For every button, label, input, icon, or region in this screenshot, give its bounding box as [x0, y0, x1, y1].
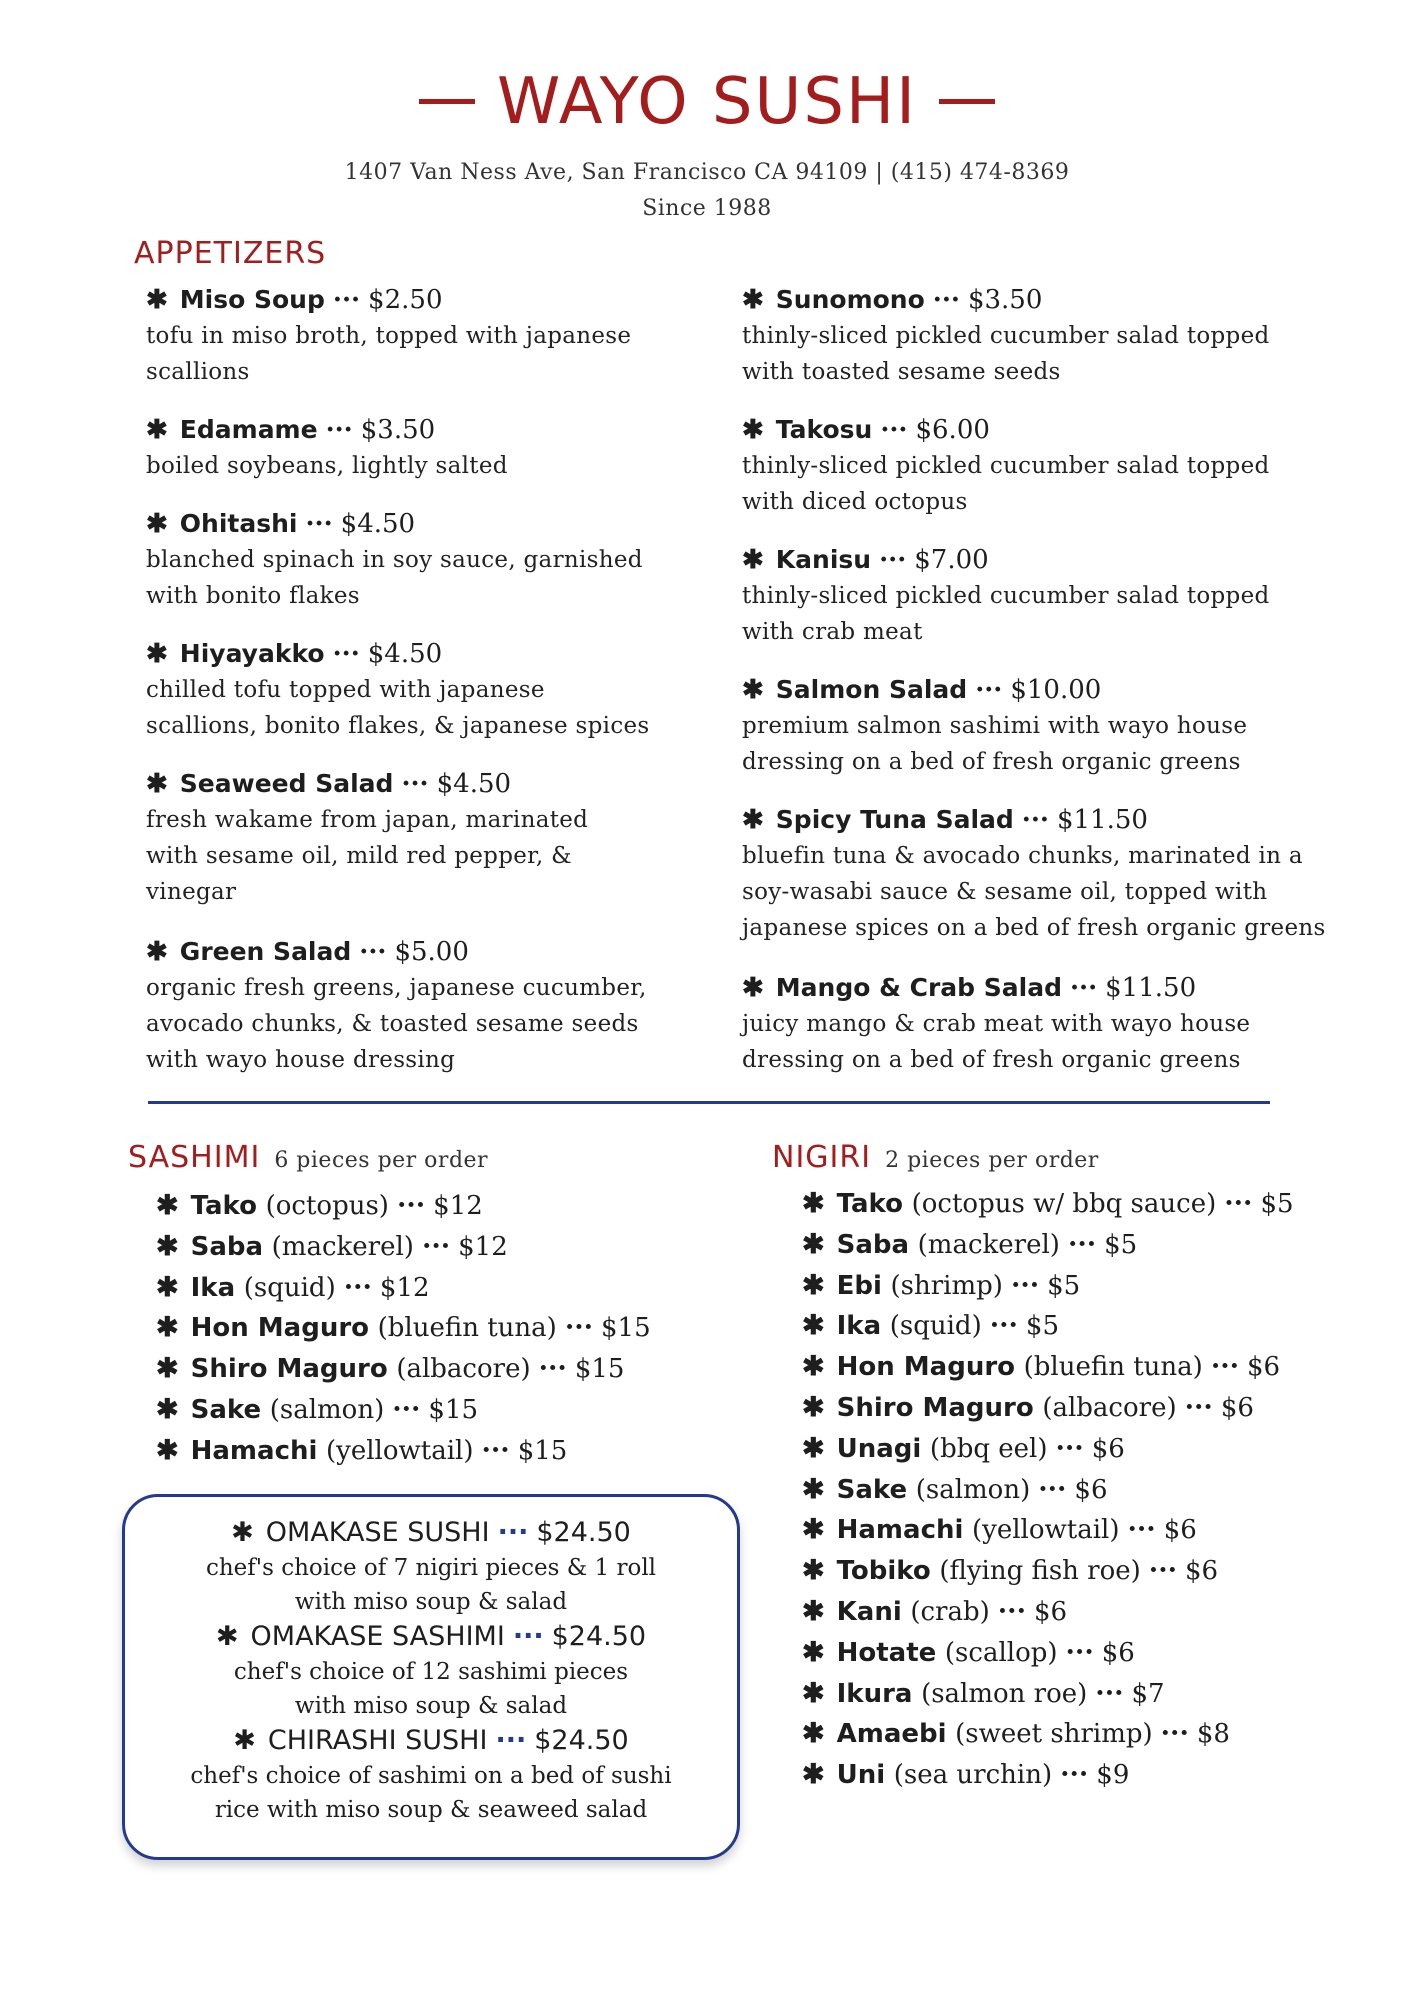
dots-separator: ··· — [1160, 1718, 1189, 1750]
special-name: CHIRASHI SUSHI — [267, 1725, 488, 1756]
description-line: bluefin tuna & avocado chunks, marinated in a — [742, 843, 1303, 869]
special-title — [125, 1723, 737, 1759]
item-price: $4.50 — [436, 769, 512, 799]
item-name: Hon Maguro — [836, 1352, 1016, 1383]
asterisk-icon: ✱ — [231, 1517, 254, 1548]
nigiri-item — [802, 1755, 1362, 1796]
item-name: Uni — [836, 1760, 886, 1791]
item-detail: (albacore) — [396, 1354, 531, 1385]
description-line: boiled soybeans, lightly salted — [146, 453, 508, 479]
item-price: $6 — [1163, 1515, 1197, 1546]
description-line: tofu in miso broth, topped with japanese — [146, 323, 632, 349]
item-price: $3.50 — [967, 285, 1043, 315]
asterisk-icon: ✱ — [233, 1725, 256, 1756]
sashimi-title: SASHIMI — [128, 1140, 261, 1175]
menu-item — [742, 672, 1342, 802]
dots-separator: ··· — [401, 769, 429, 799]
item-description — [742, 448, 1342, 520]
special-description-line: with miso soup & salad — [294, 1589, 568, 1615]
special-price: $24.50 — [534, 1725, 629, 1756]
asterisk-icon: ✱ — [146, 509, 168, 539]
nigiri-item — [802, 1429, 1362, 1470]
asterisk-icon: ✱ — [802, 1473, 825, 1505]
special-price: $24.50 — [551, 1621, 647, 1652]
dots-separator: ··· — [1021, 805, 1049, 835]
special-title — [125, 1619, 737, 1655]
sashimi-item — [156, 1349, 716, 1390]
item-price: $5 — [1260, 1189, 1294, 1219]
dots-separator: ··· — [305, 509, 333, 539]
restaurant-title — [0, 65, 1414, 139]
item-name: Sake — [836, 1474, 908, 1505]
asterisk-icon: ✱ — [215, 1621, 239, 1652]
item-price: $12 — [458, 1231, 508, 1262]
sashimi-item — [156, 1390, 716, 1431]
item-description — [742, 318, 1342, 390]
dots-separator: ··· — [989, 1310, 1018, 1342]
item-name: Miso Soup — [179, 285, 325, 314]
asterisk-icon: ✱ — [156, 1434, 179, 1466]
dots-separator: ··· — [997, 1595, 1026, 1627]
appetizers-right-column — [742, 282, 1342, 1100]
item-price: $5 — [1025, 1311, 1060, 1342]
item-detail: (salmon) — [915, 1474, 1031, 1505]
asterisk-icon: ✱ — [146, 937, 168, 967]
menu-item-line — [146, 766, 746, 802]
item-detail: (shrimp) — [890, 1270, 1003, 1301]
menu-item-line — [742, 970, 1342, 1006]
menu-item-line — [742, 802, 1342, 838]
special-name: OMAKASE SUSHI — [265, 1517, 490, 1548]
dots-separator: ··· — [359, 937, 387, 967]
dots-separator: ··· — [332, 285, 361, 315]
dots-separator: ··· — [1148, 1555, 1177, 1587]
dots-separator: ··· — [1038, 1473, 1067, 1505]
description-line: thinly-sliced pickled cucumber salad topped — [742, 453, 1270, 479]
item-detail: (octopus w/ bbq sauce) — [911, 1189, 1217, 1219]
item-detail: (bluefin tuna) — [1023, 1352, 1203, 1383]
description-line: with bonito flakes — [146, 583, 360, 609]
dots-separator: ··· — [1067, 1228, 1097, 1260]
description-line: dressing on a bed of fresh organic greens — [742, 1047, 1241, 1073]
item-price: $6 — [1101, 1637, 1135, 1668]
item-name: Spicy Tuna Salad — [775, 805, 1014, 834]
description-line: with wayo house dressing — [146, 1047, 456, 1073]
asterisk-icon: ✱ — [802, 1391, 825, 1423]
item-price: $6 — [1033, 1596, 1068, 1627]
item-description — [742, 838, 1342, 946]
nigiri-item — [802, 1184, 1362, 1225]
asterisk-icon: ✱ — [802, 1677, 825, 1709]
dots-separator: ··· — [1095, 1677, 1124, 1709]
description-line: vinegar — [146, 879, 237, 905]
item-price: $9 — [1096, 1760, 1130, 1791]
item-detail: (flying fish roe) — [939, 1556, 1141, 1587]
item-price: $11.50 — [1105, 973, 1197, 1003]
dots-separator: ··· — [1210, 1351, 1240, 1383]
description-line: fresh wakame from japan, marinated — [146, 807, 589, 833]
nigiri-list — [802, 1184, 1362, 1796]
item-price: $6 — [1220, 1392, 1254, 1423]
item-price: $2.50 — [368, 285, 443, 315]
dots-separator: ··· — [481, 1434, 510, 1466]
special-name: OMAKASE SASHIMI — [250, 1621, 505, 1652]
special-description-line: chef's choice of 12 sashimi pieces — [233, 1659, 629, 1685]
dots-separator: ··· — [975, 675, 1003, 705]
item-detail: (bbq eel) — [929, 1433, 1048, 1464]
dots-separator: ··· — [512, 1621, 544, 1652]
menu-item — [146, 934, 746, 1102]
nigiri-item — [802, 1633, 1362, 1674]
item-price: $6 — [1247, 1352, 1281, 1383]
menu-item — [146, 766, 746, 934]
dots-separator: ··· — [880, 415, 908, 445]
dots-separator: ··· — [564, 1312, 594, 1344]
nigiri-item — [802, 1674, 1362, 1715]
asterisk-icon: ✱ — [802, 1351, 825, 1383]
menu-item — [146, 412, 746, 506]
item-detail: (sea urchin) — [893, 1760, 1053, 1791]
nigiri-item — [802, 1347, 1362, 1388]
item-name: Ika — [190, 1272, 236, 1303]
item-description — [146, 970, 746, 1078]
dots-separator: ··· — [421, 1230, 451, 1262]
item-detail: (mackerel) — [917, 1229, 1060, 1260]
sashimi-item — [156, 1308, 716, 1349]
dots-separator: ··· — [497, 1517, 529, 1548]
asterisk-icon: ✱ — [742, 415, 764, 445]
item-name: Saba — [190, 1231, 264, 1262]
asterisk-icon: ✱ — [802, 1269, 825, 1301]
asterisk-icon: ✱ — [802, 1188, 825, 1219]
item-detail: (mackerel) — [271, 1231, 414, 1262]
sashimi-note: 6 pieces per order — [274, 1148, 489, 1173]
item-detail: (sweet shrimp) — [955, 1719, 1153, 1750]
asterisk-icon: ✱ — [802, 1555, 825, 1587]
item-price: $12 — [379, 1272, 430, 1303]
item-detail: (crab) — [910, 1596, 990, 1627]
dots-separator: ··· — [332, 639, 360, 669]
description-line: scallions — [146, 359, 250, 385]
dots-separator: ··· — [1184, 1391, 1213, 1423]
item-price: $10.00 — [1010, 675, 1102, 705]
dots-separator: ··· — [396, 1190, 426, 1221]
description-line: dressing on a bed of fresh organic greens — [742, 749, 1241, 775]
item-price: $6 — [1185, 1556, 1219, 1587]
asterisk-icon: ✱ — [742, 545, 764, 575]
description-line: organic fresh greens, japanese cucumber, — [146, 975, 647, 1001]
sashimi-item — [156, 1186, 716, 1227]
dots-separator: ··· — [1224, 1188, 1253, 1219]
description-line: soy-wasabi sauce & sesame oil, topped with — [742, 879, 1268, 905]
sashimi-heading — [128, 1140, 488, 1175]
item-detail: (albacore) — [1042, 1392, 1177, 1423]
asterisk-icon: ✱ — [156, 1190, 179, 1221]
nigiri-item — [802, 1225, 1362, 1266]
item-description — [146, 318, 746, 390]
menu-item — [742, 802, 1342, 970]
item-name: Kanisu — [775, 545, 872, 574]
menu-item-line — [742, 282, 1342, 318]
asterisk-icon: ✱ — [802, 1432, 825, 1464]
asterisk-icon: ✱ — [146, 769, 168, 799]
asterisk-icon: ✱ — [802, 1310, 825, 1342]
dots-separator: ··· — [879, 545, 907, 575]
description-line: chilled tofu topped with japanese — [146, 677, 545, 703]
menu-item-line — [146, 636, 746, 672]
description-line: with diced octopus — [742, 489, 968, 515]
menu-item-line — [146, 934, 746, 970]
item-description — [742, 578, 1342, 650]
nigiri-title: NIGIRI — [772, 1140, 872, 1175]
item-name: Mango & Crab Salad — [775, 973, 1062, 1002]
item-price: $4.50 — [367, 639, 443, 669]
address-line: 1407 Van Ness Ave, San Francisco CA 94109 | (415) 474-8369 — [344, 160, 1070, 185]
special-description-line: rice with miso soup & seaweed salad — [214, 1797, 648, 1823]
description-line: premium salmon sashimi with wayo house — [742, 713, 1248, 739]
appetizers-heading: APPETIZERS — [134, 236, 327, 271]
item-name: Hiyayakko — [179, 639, 325, 668]
item-name: Sake — [190, 1394, 262, 1425]
asterisk-icon: ✱ — [156, 1271, 179, 1303]
item-price: $5.00 — [394, 937, 469, 967]
item-price: $15 — [601, 1313, 651, 1344]
dots-separator: ··· — [1010, 1269, 1040, 1301]
item-description — [742, 708, 1342, 780]
sashimi-list — [156, 1186, 716, 1472]
item-price: $5 — [1047, 1270, 1081, 1301]
nigiri-item — [802, 1266, 1362, 1307]
item-name: Shiro Maguro — [190, 1354, 388, 1385]
menu-item-line — [146, 412, 746, 448]
dots-separator: ··· — [325, 415, 353, 445]
menu-item-line — [742, 542, 1342, 578]
asterisk-icon: ✱ — [742, 675, 764, 705]
description-line: with toasted sesame seeds — [742, 359, 1061, 385]
nigiri-item — [802, 1470, 1362, 1511]
item-name: Kani — [836, 1596, 902, 1627]
nigiri-item — [802, 1510, 1362, 1551]
item-name: Hamachi — [190, 1435, 318, 1466]
dots-separator: ··· — [1065, 1636, 1094, 1668]
asterisk-icon: ✱ — [146, 285, 168, 315]
item-name: Seaweed Salad — [179, 769, 394, 798]
item-price: $15 — [428, 1394, 479, 1425]
description-line: with crab meat — [742, 619, 923, 645]
item-name: Hon Maguro — [190, 1313, 370, 1344]
item-detail: (yellowtail) — [972, 1515, 1120, 1546]
item-name: Green Salad — [179, 937, 352, 966]
item-detail: (bluefin tuna) — [377, 1313, 557, 1344]
menu-item — [742, 542, 1342, 672]
item-name: Shiro Maguro — [836, 1392, 1034, 1423]
item-name: Amaebi — [836, 1719, 947, 1750]
item-price: $8 — [1196, 1719, 1230, 1750]
title-text: WAYO SUSHI — [497, 65, 917, 139]
menu-item — [742, 412, 1342, 542]
dots-separator: ··· — [392, 1393, 421, 1425]
item-detail: (octopus) — [265, 1191, 389, 1221]
dots-separator: ··· — [343, 1271, 372, 1303]
description-line: avocado chunks, & toasted sesame seeds — [146, 1011, 639, 1037]
description-line: scallions, bonito flakes, & japanese spices — [146, 713, 650, 739]
menu-item-line — [742, 412, 1342, 448]
asterisk-icon: ✱ — [742, 805, 764, 835]
dots-separator: ··· — [495, 1725, 527, 1756]
section-divider — [148, 1101, 1270, 1104]
item-price: $15 — [517, 1435, 568, 1466]
menu-item-line — [742, 672, 1342, 708]
item-name: Takosu — [775, 415, 873, 444]
item-price: $15 — [574, 1354, 625, 1385]
item-detail: (salmon roe) — [921, 1678, 1088, 1709]
sashimi-item — [156, 1431, 716, 1472]
description-line: with sesame oil, mild red pepper, & — [146, 843, 572, 869]
item-name: Ebi — [836, 1270, 882, 1301]
dots-separator: ··· — [1127, 1514, 1156, 1546]
dots-separator: ··· — [1055, 1432, 1084, 1464]
asterisk-icon: ✱ — [742, 973, 764, 1003]
item-description — [146, 448, 746, 484]
item-price: $6.00 — [915, 415, 990, 445]
item-description — [146, 542, 746, 614]
item-price: $4.50 — [340, 509, 416, 539]
dots-separator: ··· — [1069, 973, 1098, 1003]
item-name: Sunomono — [775, 285, 925, 314]
since-line: Since 1988 — [642, 196, 772, 221]
item-name: Saba — [836, 1229, 910, 1260]
item-name: Hamachi — [836, 1515, 964, 1546]
item-price: $6 — [1091, 1433, 1125, 1464]
description-line: juicy mango & crab meat with wayo house — [742, 1011, 1251, 1037]
asterisk-icon: ✱ — [146, 639, 168, 669]
special-description-line: with miso soup & salad — [294, 1693, 568, 1719]
dots-separator: ··· — [1060, 1759, 1089, 1791]
item-price: $7 — [1131, 1678, 1165, 1709]
item-name: Unagi — [836, 1433, 922, 1464]
menu-item — [146, 506, 746, 636]
menu-item — [742, 970, 1342, 1100]
asterisk-icon: ✱ — [156, 1230, 179, 1262]
item-name: Salmon Salad — [775, 675, 968, 704]
nigiri-item — [802, 1388, 1362, 1429]
item-name: Tobiko — [836, 1556, 931, 1587]
specials-content — [125, 1515, 737, 1827]
item-description — [146, 672, 746, 744]
title-dash-left — [419, 99, 475, 104]
item-description — [742, 1006, 1342, 1078]
item-name: Ikura — [836, 1678, 913, 1709]
special-price: $24.50 — [536, 1517, 631, 1548]
nigiri-item — [802, 1306, 1362, 1347]
asterisk-icon: ✱ — [156, 1393, 179, 1425]
sashimi-item — [156, 1227, 716, 1268]
menu-item — [742, 282, 1342, 412]
special-description-line: chef's choice of 7 nigiri pieces & 1 roll — [205, 1555, 657, 1581]
item-detail: (yellowtail) — [326, 1435, 474, 1466]
nigiri-item — [802, 1714, 1362, 1755]
nigiri-note: 2 pieces per order — [885, 1148, 1099, 1173]
item-name: Ika — [836, 1311, 882, 1342]
description-line: thinly-sliced pickled cucumber salad topped — [742, 323, 1270, 349]
description-line: thinly-sliced pickled cucumber salad topped — [742, 583, 1270, 609]
item-name: Tako — [836, 1189, 904, 1219]
item-name: Edamame — [179, 415, 318, 444]
asterisk-icon: ✱ — [802, 1595, 825, 1627]
item-price: $3.50 — [360, 415, 436, 445]
dots-separator: ··· — [932, 285, 960, 315]
item-name: Hotate — [836, 1637, 937, 1668]
appetizers-left-column — [146, 282, 746, 1102]
title-dash-right — [939, 99, 995, 104]
dots-separator: ··· — [538, 1353, 567, 1385]
menu-item — [146, 282, 746, 412]
asterisk-icon: ✱ — [802, 1228, 825, 1260]
item-name: Ohitashi — [179, 509, 298, 538]
menu-item-line — [146, 506, 746, 542]
item-detail: (squid) — [243, 1272, 336, 1303]
item-price: $7.00 — [914, 545, 989, 575]
description-line: blanched spinach in soy sauce, garnished — [146, 547, 643, 573]
asterisk-icon: ✱ — [156, 1312, 179, 1344]
asterisk-icon: ✱ — [802, 1514, 825, 1546]
nigiri-item — [802, 1592, 1362, 1633]
special-title — [125, 1515, 737, 1551]
asterisk-icon: ✱ — [156, 1353, 179, 1385]
asterisk-icon: ✱ — [742, 285, 764, 315]
item-price: $5 — [1104, 1229, 1138, 1260]
item-description — [146, 802, 746, 910]
nigiri-heading — [772, 1140, 1099, 1175]
item-detail: (salmon) — [269, 1394, 385, 1425]
specials-box — [122, 1494, 740, 1860]
asterisk-icon: ✱ — [802, 1759, 825, 1791]
item-price: $6 — [1074, 1474, 1108, 1505]
item-price: $12 — [433, 1191, 483, 1221]
item-detail: (squid) — [889, 1311, 982, 1342]
sashimi-item — [156, 1268, 716, 1309]
asterisk-icon: ✱ — [146, 415, 168, 445]
item-detail: (scallop) — [944, 1637, 1058, 1668]
item-name: Tako — [190, 1191, 258, 1221]
item-price: $11.50 — [1056, 805, 1148, 835]
asterisk-icon: ✱ — [802, 1718, 825, 1750]
asterisk-icon: ✱ — [802, 1636, 825, 1668]
menu-item — [146, 636, 746, 766]
menu-item-line — [146, 282, 746, 318]
special-description-line: chef's choice of sashimi on a bed of sushi — [190, 1763, 672, 1789]
description-line: japanese spices on a bed of fresh organic greens — [742, 915, 1326, 941]
nigiri-item — [802, 1551, 1362, 1592]
